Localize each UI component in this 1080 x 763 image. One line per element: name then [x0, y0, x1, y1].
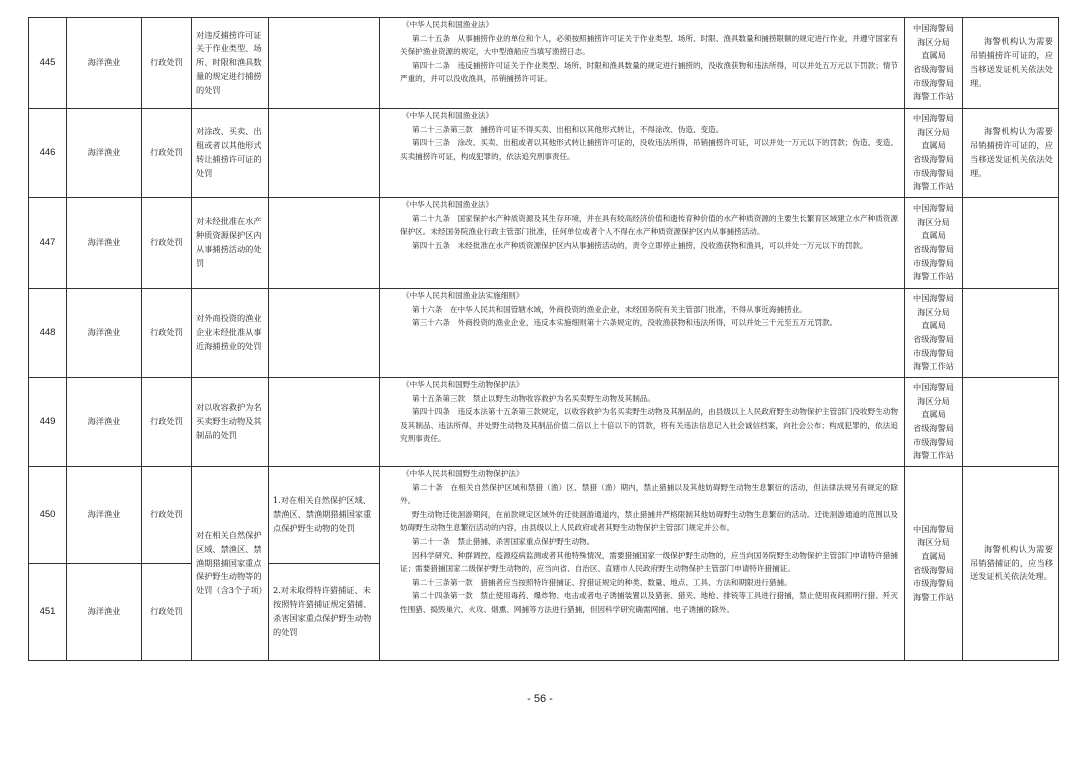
- sub-item-cell: [269, 378, 380, 467]
- type-cell: 行政处罚: [142, 467, 192, 564]
- authority-line: 海警工作站: [913, 450, 954, 461]
- law-article: 第二十五条 从事捕捞作业的单位和个人，必须按照捕捞许可证关于作业类型、场所、时限、渔具数量和捕捞限额的规定进行作业，并遵守国家有关保护渔业资源的规定，大中型渔船应当填写渔捞日志。: [400, 33, 898, 57]
- law-article: 第四十三条 涂改、买卖、出租或者以其他形式转让捕捞许可证的，没收违法所得，吊销捕捞许可证，可以并处一万元以下的罚款；伪造、变造、买卖捕捞许可证，构成犯罪的，依法追究刑事责任。: [400, 138, 898, 161]
- law-title: 《中华人民共和国渔业法实施细则》: [402, 291, 524, 300]
- item-name-cell: 对未经批准在水产种质资源保护区内从事捕捞活动的处罚: [192, 198, 269, 289]
- authority-line: 市级海警局: [913, 77, 954, 88]
- item-number: 450: [29, 467, 67, 564]
- item-name-cell: 对外商投资的渔业企业未经批准从事近海捕捞业的处罚: [192, 289, 269, 378]
- law-title: 《中华人民共和国渔业法》: [402, 20, 494, 29]
- law-title: 《中华人民共和国野生动物保护法》: [402, 380, 524, 389]
- authority-line: 海警工作站: [913, 591, 954, 602]
- authority-cell: [905, 109, 963, 198]
- authority-line: 海警工作站: [913, 361, 954, 372]
- sub-item-cell: [269, 289, 380, 378]
- legal-basis-cell: [380, 18, 905, 109]
- authority-cell: [905, 289, 963, 378]
- authority-line: 中国海警局: [913, 382, 954, 393]
- table-row: [29, 198, 1059, 289]
- authority-line: 省级海警局: [913, 564, 954, 575]
- item-number: 451: [29, 564, 67, 661]
- type-cell: 行政处罚: [142, 198, 192, 289]
- item-number: 445: [29, 18, 67, 109]
- remark-cell: 海警机构认为需要吊销捕捞许可证的，应当移送发证机关依法处理。: [963, 109, 1059, 198]
- law-article: 第二十三条第一款 猎捕者应当按照特许猎捕证、狩猎证规定的种类、数量、地点、工具、方法和期限进行猎捕。: [412, 577, 792, 587]
- type-cell: 行政处罚: [142, 109, 192, 198]
- authority-line: 市级海警局: [913, 257, 954, 268]
- law-article: 野生动物迁徙洄游期间，在前款规定区域外的迁徙洄游通道内，禁止猎捕并严格限制其他妨碍野生动物生息繁衍的活动。迁徙洄游通道的范围以及妨碍野生动物生息繁衍活动的内容，由县级以上人民政府或者其野生动物保护主管部门规定并公布。: [400, 509, 898, 533]
- law-article: 第十六条 在中华人民共和国管辖水域，外商投资的渔业企业，未经国务院有关主管部门批准，不得从事近海捕捞业。: [412, 304, 807, 314]
- authority-line: 省级海警局: [913, 64, 954, 74]
- authority-line: 市级海警局: [913, 436, 954, 447]
- item-number: 446: [29, 109, 67, 198]
- authority-line: 海区分局: [917, 216, 950, 227]
- authority-line: 中国海警局: [913, 23, 954, 34]
- authority-line: 直属局: [921, 550, 946, 561]
- law-article: 第二十条 在相关自然保护区域和禁猎（渔）区、禁猎（渔）期内，禁止猎捕以及其他妨碍野生动物生息繁衍的活动，但法律法规另有规定的除外。: [400, 482, 898, 506]
- domain-cell: 海洋渔业: [67, 378, 142, 467]
- remark-cell: [963, 378, 1059, 467]
- law-title: 《中华人民共和国渔业法》: [402, 200, 494, 209]
- table-row: [29, 109, 1059, 198]
- authority-line: 市级海警局: [913, 578, 954, 589]
- authority-line: 海区分局: [917, 537, 950, 548]
- sub-item-cell: 1.对在相关自然保护区域、禁渔区、禁渔期猎捕国家重点保护野生动物的处罚: [269, 467, 380, 564]
- authority-line: 省级海警局: [913, 154, 954, 164]
- item-name-cell: 对违反捕捞许可证关于作业类型、场所、时限和渔具数量的规定进行捕捞的处罚: [192, 18, 269, 109]
- domain-cell: 海洋渔业: [67, 109, 142, 198]
- authority-line: 海警工作站: [913, 91, 954, 102]
- authority-line: 中国海警局: [913, 203, 954, 214]
- domain-cell: 海洋渔业: [67, 467, 142, 564]
- law-title: 《中华人民共和国渔业法》: [402, 111, 494, 120]
- authority-line: 中国海警局: [913, 113, 954, 124]
- page-number: - 56 -: [527, 693, 553, 705]
- authority-line: 直属局: [921, 409, 946, 420]
- authority-line: 海区分局: [917, 306, 950, 317]
- sub-item-cell: [269, 109, 380, 198]
- authority-line: 市级海警局: [913, 167, 954, 178]
- authority-cell: [905, 378, 963, 467]
- law-article: 第二十一条 禁止猎捕、杀害国家重点保护野生动物。: [412, 536, 595, 546]
- authority-cell: [905, 467, 963, 661]
- remark-cell: [963, 289, 1059, 378]
- type-cell: 行政处罚: [142, 378, 192, 467]
- authority-line: 海区分局: [917, 395, 950, 406]
- type-cell: 行政处罚: [142, 564, 192, 661]
- sub-item-cell: 2.对未取得特许猎捕证、未按照特许猎捕证规定猎捕、杀害国家重点保护野生动物的处罚: [269, 564, 380, 661]
- table-row: [29, 378, 1059, 467]
- law-article: 第四十四条 违反本法第十五条第三款规定，以收容救护为名买卖野生动物及其制品的，由县级以上人民政府野生动物保护主管部门没收野生动物及其制品、违法所得，并处野生动物及其制品价值二倍以上十倍以下的罚款，将有关违法信息记入社会诚信档案，向社会公布；构成犯罪的，依法追究刑事责任。: [400, 407, 898, 444]
- domain-cell: 海洋渔业: [67, 198, 142, 289]
- item-number: 448: [29, 289, 67, 378]
- table-row: [29, 467, 1059, 564]
- authority-line: 中国海警局: [913, 523, 954, 534]
- authority-line: 中国海警局: [913, 293, 954, 304]
- domain-cell: 海洋渔业: [67, 289, 142, 378]
- domain-cell: 海洋渔业: [67, 564, 142, 661]
- authority-line: 海区分局: [917, 36, 950, 47]
- enforcement-items-table: [28, 17, 1059, 661]
- item-name-cell: 对以收容救护为名买卖野生动物及其制品的处罚: [192, 378, 269, 467]
- law-article: 第三十六条 外商投资的渔业企业，违反本实施细则第十六条规定的，没收渔获物和违法所得，可以并处三千元至五万元罚款。: [412, 318, 838, 328]
- domain-cell: 海洋渔业: [67, 18, 142, 109]
- law-article: 因科学研究、种群调控、疫源疫病监测或者其他特殊情况，需要猎捕国家一级保护野生动物的，应当向国务院野生动物保护主管部门申请特许猎捕证；需要猎捕国家二级保护野生动物的，应当向省、自治区、直辖市人民政府野生动物保护主管部门申请特许猎捕证。: [400, 550, 898, 574]
- authority-line: 海区分局: [917, 126, 950, 137]
- table-row: [29, 289, 1059, 378]
- law-article: 第十五条第三款 禁止以野生动物收容救护为名买卖野生动物及其制品。: [412, 393, 655, 403]
- item-name-cell: 对在相关自然保护区域、禁渔区、禁渔期猎捕国家重点保护野生动物等的处罚（含3个子项）: [192, 467, 269, 661]
- law-article: 第二十四条第一款 禁止使用毒药、爆炸物、电击或者电子诱捕装置以及猎套、猎夹、地枪、排铳等工具进行猎捕，禁止使用夜间照明行猎、歼灭性围猎、捣毁巢穴、火攻、烟熏、网捕等方法进行猎捕，但因科学研究确需网捕、电子诱捕的除外。: [400, 591, 898, 614]
- law-article: 第四十五条 未经批准在水产种质资源保护区内从事捕捞活动的，责令立即停止捕捞，没收渔获物和渔具，可以并处一万元以下的罚款。: [412, 240, 868, 250]
- authority-line: 市级海警局: [913, 347, 954, 358]
- authority-line: 海警工作站: [913, 181, 954, 192]
- item-name-cell: 对涂改、买卖、出租或者以其他形式转让捕捞许可证的处罚: [192, 109, 269, 198]
- authority-line: 省级海警局: [913, 423, 954, 433]
- law-article: 第四十二条 违反捕捞许可证关于作业类型、场所、时限和渔具数量的规定进行捕捞的，没收渔获物和违法所得，可以并处五万元以下罚款；情节严重的，并可以没收渔具，吊销捕捞许可证。: [400, 60, 898, 84]
- authority-line: 海警工作站: [913, 271, 954, 282]
- authority-line: 省级海警局: [913, 334, 954, 344]
- law-title: 《中华人民共和国野生动物保护法》: [402, 469, 524, 478]
- remark-cell: 海警机构认为需要吊销捕捞许可证的，应当移送发证机关依法处理。: [963, 18, 1059, 109]
- authority-line: 省级海警局: [913, 244, 954, 254]
- remark-cell: 海警机构认为需要吊销猎捕证的，应当移送发证机关依法处理。: [963, 467, 1059, 661]
- regulation-table-page: [28, 17, 1058, 661]
- legal-basis-cell: [380, 109, 905, 198]
- legal-basis-cell: [380, 467, 905, 661]
- law-article: 第二十三条第三款 捕捞许可证不得买卖、出租和以其他形式转让，不得涂改、伪造、变造。: [412, 124, 724, 134]
- table-row: [29, 18, 1059, 109]
- legal-basis-cell: [380, 198, 905, 289]
- authority-line: 直属局: [921, 50, 946, 61]
- remark-cell: [963, 198, 1059, 289]
- authority-line: 直属局: [921, 230, 946, 241]
- authority-line: 直属局: [921, 140, 946, 151]
- authority-cell: [905, 18, 963, 109]
- item-number: 449: [29, 378, 67, 467]
- law-article: 第二十九条 国家保护水产种质资源及其生存环境，并在具有较高经济价值和遗传育种价值的水产种质资源的主要生长繁育区域建立水产种质资源保护区。未经国务院渔业行政主管部门批准，任何单位或者个人不得在水产种质资源保护区内从事捕捞活动。: [400, 213, 898, 237]
- legal-basis-cell: [380, 289, 905, 378]
- legal-basis-cell: [380, 378, 905, 467]
- authority-cell: [905, 198, 963, 289]
- type-cell: 行政处罚: [142, 18, 192, 109]
- sub-item-cell: [269, 18, 380, 109]
- authority-line: 直属局: [921, 320, 946, 331]
- type-cell: 行政处罚: [142, 289, 192, 378]
- item-number: 447: [29, 198, 67, 289]
- sub-item-cell: [269, 198, 380, 289]
